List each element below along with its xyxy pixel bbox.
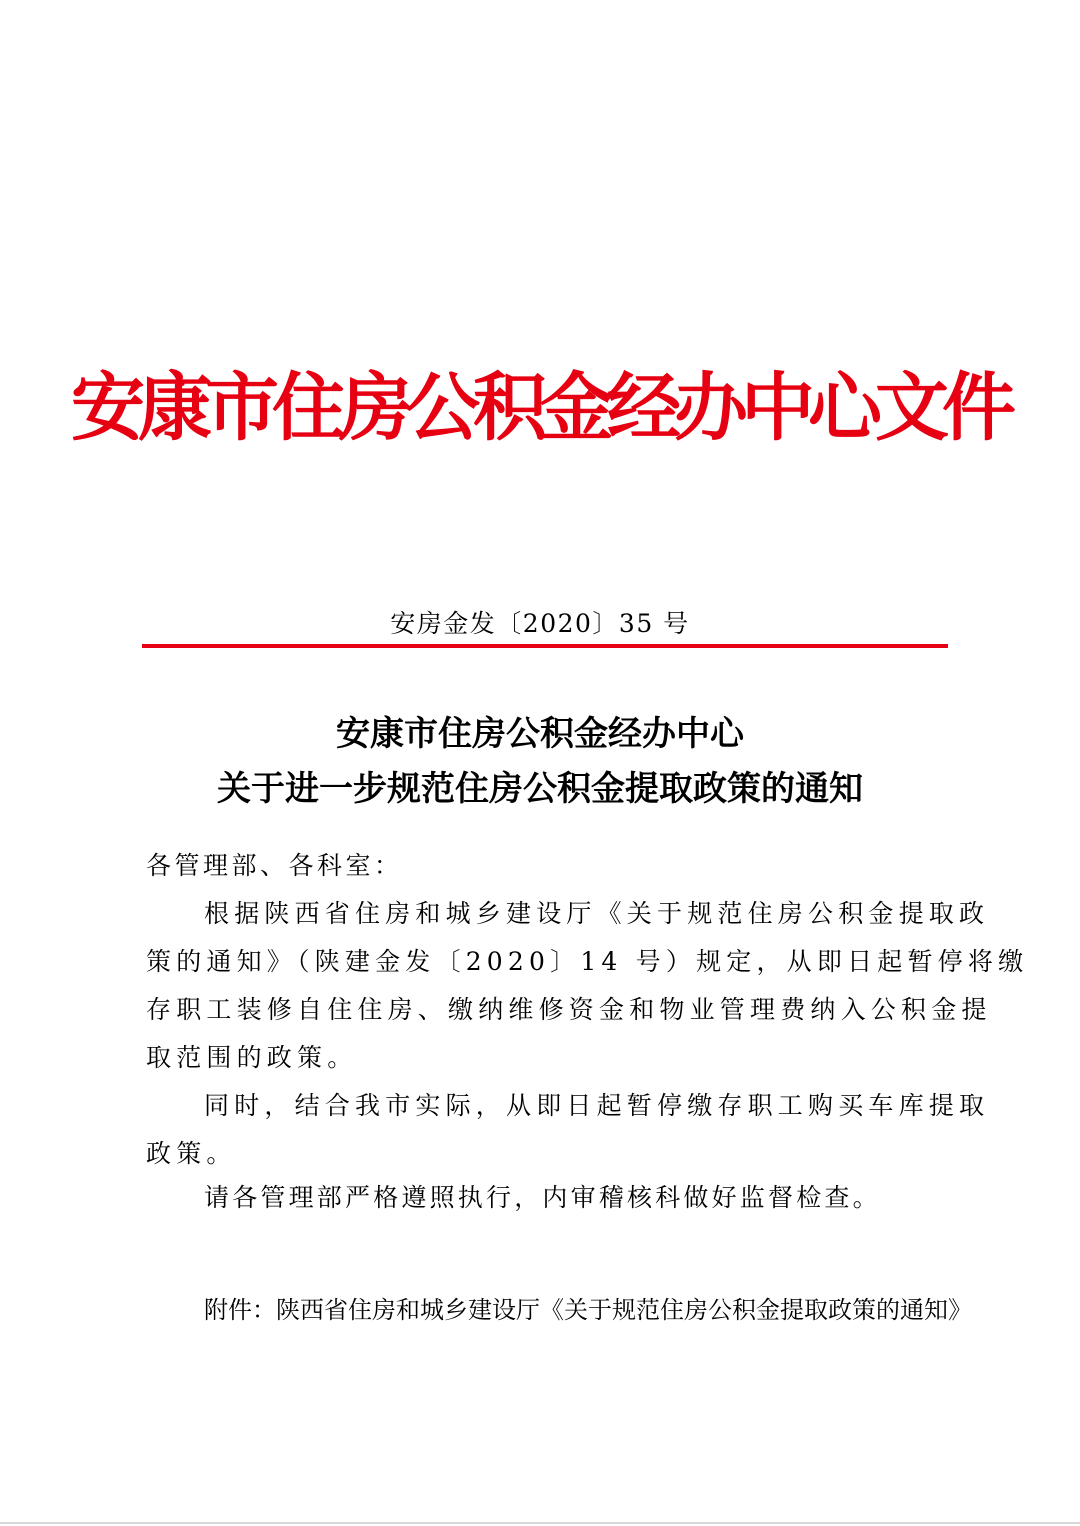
- page-bottom-edge: [0, 1522, 1080, 1524]
- document-number: 安房金发〔2020〕35 号: [390, 609, 690, 638]
- red-divider-line: [142, 644, 948, 648]
- paragraph-1-line: 根据陕西省住房和城乡建设厅《关于规范住房公积金提取政: [204, 899, 990, 928]
- notice-title-line-1: 安康市住房公积金经办中心: [336, 714, 744, 754]
- issuing-organization-header: 安康市住房公积金经办中心文件: [71, 365, 1009, 451]
- paragraph-2-line: 同时，结合我市实际，从即日起暂停缴存职工购买车库提取: [204, 1091, 990, 1120]
- attachment-note: [146, 1286, 972, 1334]
- paragraph-3-line: 请各管理部严格遵照执行，内审稽核科做好监督检查。: [204, 1183, 881, 1212]
- paragraph-2-line: 政策。: [146, 1139, 237, 1168]
- paragraph-3: [146, 1174, 946, 1222]
- paragraph-1-line: 存职工装修自住住房、缴纳维修资金和物业管理费纳入公积金提: [146, 995, 992, 1024]
- paragraph-1-line: 取范围的政策。: [146, 1043, 358, 1072]
- salutation: 各管理部、各科室：: [146, 851, 403, 880]
- paragraph-1-line: 策的通知》（陕建金发〔2020〕14 号）规定，从即日起暂停将缴: [146, 947, 1029, 976]
- paragraph-1: [146, 890, 1029, 1082]
- paragraph-2: [146, 1082, 990, 1178]
- notice-title-line-2: 关于进一步规范住房公积金提取政策的通知: [217, 769, 863, 809]
- attachment-line: 附件：陕西省住房和城乡建设厅《关于规范住房公积金提取政策的通知》: [204, 1296, 972, 1324]
